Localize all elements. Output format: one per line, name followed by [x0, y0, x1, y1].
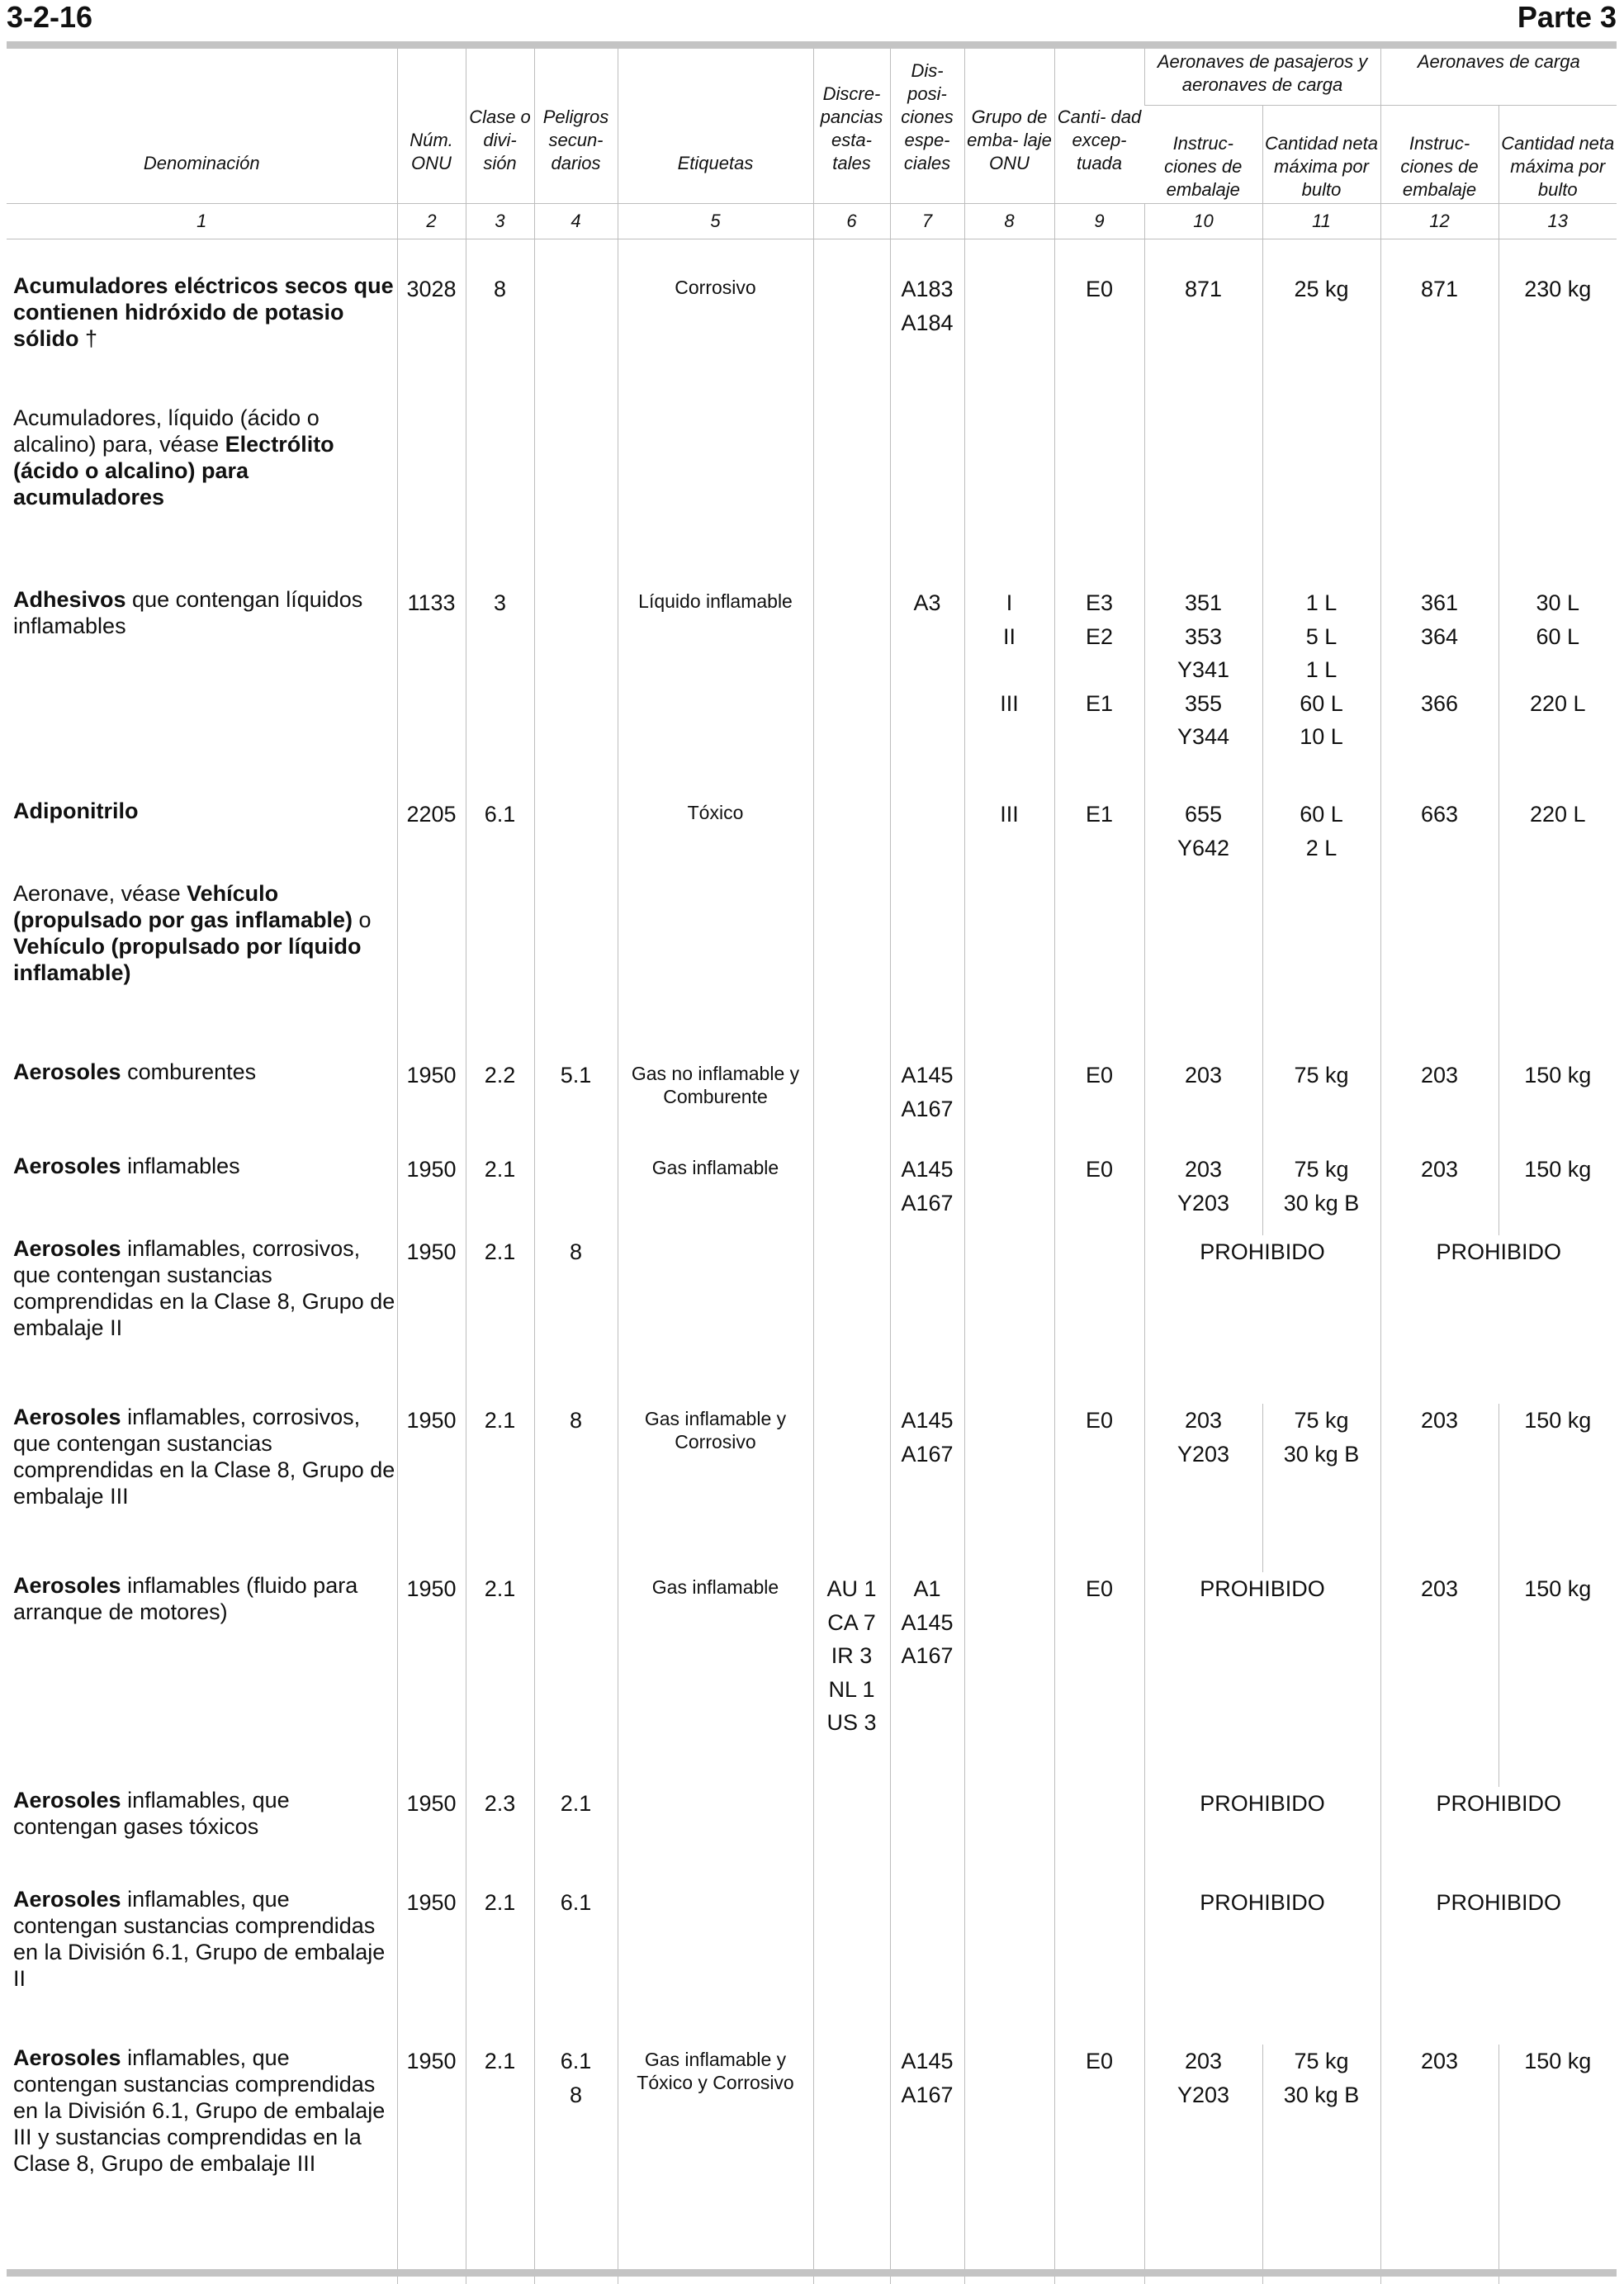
special-provision: A145 A167: [890, 2045, 964, 2284]
entry-name-text: Acumuladores, líquido (ácido o alcalino) para, véase: [13, 405, 320, 457]
max-quantity-pax: [1262, 405, 1380, 586]
excepted-quantity: E0: [1054, 1059, 1144, 1153]
packing-group: [964, 1153, 1054, 1235]
entry-name-bold: Aerosoles: [13, 1788, 121, 1813]
max-quantity-cao: 150 kg: [1499, 1153, 1617, 1235]
entry-name: [7, 798, 397, 880]
max-quantity-cao: 30 L 60 L 220 L: [1499, 586, 1617, 798]
prohibited-pax: PROHIBIDO: [1144, 1787, 1380, 1886]
packing-instruction-cao: [1380, 405, 1499, 586]
max-quantity-pax: 75 kg: [1262, 1059, 1380, 1153]
table-row: [7, 405, 1617, 586]
entry-name: [7, 1572, 397, 1787]
max-quantity-cao: 150 kg: [1499, 1572, 1617, 1787]
entry-name: [7, 405, 397, 586]
spacer-cell: [397, 239, 466, 273]
hazard-label: [618, 880, 813, 1059]
un-number: 2205: [397, 798, 466, 880]
table-row: [7, 880, 1617, 1059]
entry-name-bold: Acumuladores eléctricos secos que contienen hidróxido de potasio sólido: [13, 273, 394, 351]
table-row: [7, 1787, 1617, 1886]
col-number: 7: [890, 204, 964, 239]
subsidiary-hazard: 8: [534, 1235, 618, 1404]
un-number: 1950: [397, 1404, 466, 1572]
special-provision: A145 A167: [890, 1404, 964, 1572]
hazard-label: Líquido inflamable: [618, 586, 813, 798]
entry-name-text: o: [353, 907, 372, 932]
special-provision: [890, 1886, 964, 2045]
state-variation: [813, 1153, 890, 1235]
class-division: 2.3: [466, 1787, 534, 1886]
hazard-label: [618, 1886, 813, 2045]
entry-name: [7, 1059, 397, 1153]
col-number: 6: [813, 204, 890, 239]
col-number: 10: [1144, 204, 1262, 239]
special-provision: A145 A167: [890, 1153, 964, 1235]
prohibited-cao: PROHIBIDO: [1380, 1886, 1617, 2045]
un-number: 1950: [397, 1787, 466, 1886]
col-number: 4: [534, 204, 618, 239]
packing-group: [964, 272, 1054, 405]
state-variation: [813, 880, 890, 1059]
spacer-cell: [1262, 239, 1380, 273]
subsidiary-hazard: [534, 586, 618, 798]
un-number: 1950: [397, 1886, 466, 2045]
table-row: [7, 798, 1617, 880]
excepted-quantity: [1054, 880, 1144, 1059]
hazard-label: Gas inflamable: [618, 1572, 813, 1787]
entry-name: [7, 1153, 397, 1235]
special-provision: [890, 880, 964, 1059]
hazard-label: [618, 1787, 813, 1886]
table-body: [7, 239, 1617, 2284]
table-header: [7, 49, 1617, 239]
header-instrucciones-cao: Instruc- ciones de embalaje: [1380, 106, 1499, 204]
table-row: [7, 2045, 1617, 2284]
subsidiary-hazard: 2.1: [534, 1787, 618, 1886]
un-number: 1950: [397, 1235, 466, 1404]
special-provision: [890, 405, 964, 586]
entry-name-bold: Adiponitrilo: [13, 798, 138, 823]
special-provision: A3: [890, 586, 964, 798]
max-quantity-cao: [1499, 880, 1617, 1059]
un-number: 1133: [397, 586, 466, 798]
prohibited-pax: PROHIBIDO: [1144, 1886, 1380, 2045]
entry-name-text: inflamables, que contengan sustancias comprendidas en la División 6.1, Grupo de embalaje II: [13, 1887, 385, 1991]
max-quantity-pax: 25 kg: [1262, 272, 1380, 405]
special-provision: [890, 1787, 964, 1886]
packing-group: [964, 880, 1054, 1059]
max-quantity-cao: 220 L: [1499, 798, 1617, 880]
un-number: 1950: [397, 1059, 466, 1153]
max-quantity-cao: [1499, 405, 1617, 586]
max-quantity-cao: 150 kg: [1499, 1404, 1617, 1572]
entry-name: [7, 2045, 397, 2284]
max-quantity-pax: 75 kg 30 kg B: [1262, 1153, 1380, 1235]
header-instrucciones-pax: Instruc- ciones de embalaje: [1144, 106, 1262, 204]
entry-name-text: †: [85, 326, 97, 351]
top-rule: [7, 41, 1617, 49]
max-quantity-pax: 60 L 2 L: [1262, 798, 1380, 880]
spacer-cell: [1054, 239, 1144, 273]
packing-instruction-cao: 361 364 366: [1380, 586, 1499, 798]
packing-group: [964, 405, 1054, 586]
spacer-cell: [466, 239, 534, 273]
excepted-quantity: E0: [1054, 1404, 1144, 1572]
header-cantidad-pax: Cantidad neta máxima por bulto: [1262, 106, 1380, 204]
entry-name-bold: Electrólito (ácido o alcalino) para acumuladores: [13, 432, 334, 509]
packing-instruction-pax: [1144, 405, 1262, 586]
state-variation: [813, 405, 890, 586]
class-division: 8: [466, 272, 534, 405]
table-row: [7, 1572, 1617, 1787]
subsidiary-hazard: [534, 272, 618, 405]
un-number: 1950: [397, 1572, 466, 1787]
subsidiary-hazard: 6.1 8: [534, 2045, 618, 2284]
entry-name-text: Aeronave, véase: [13, 881, 187, 906]
col-number: 8: [964, 204, 1054, 239]
entry-name-text: inflamables, corrosivos, que contengan sustancias comprendidas en la Clase 8, Grupo de embalaje II: [13, 1236, 395, 1340]
class-division: 3: [466, 586, 534, 798]
packing-instruction-cao: [1380, 880, 1499, 1059]
state-variation: AU 1 CA 7 IR 3 NL 1 US 3: [813, 1572, 890, 1787]
packing-instruction-cao: 203: [1380, 2045, 1499, 2284]
table-row: [7, 586, 1617, 798]
spacer-cell: [1499, 239, 1617, 273]
page-header: [7, 0, 1617, 41]
col-number: 12: [1380, 204, 1499, 239]
prohibited-cao: PROHIBIDO: [1380, 1787, 1617, 1886]
col-number: 2: [397, 204, 466, 239]
entry-name: [7, 1404, 397, 1572]
entry-name-bold: Vehículo (propulsado por líquido inflamable): [13, 934, 362, 985]
class-division: 2.1: [466, 2045, 534, 2284]
spacer-cell: [813, 239, 890, 273]
table-row: [7, 272, 1617, 405]
packing-group: [964, 2045, 1054, 2284]
packing-group: [964, 1059, 1054, 1153]
entry-name-bold: Vehículo (propulsado por gas inflamable): [13, 881, 353, 932]
spacer-cell: [1144, 239, 1262, 273]
un-number: [397, 880, 466, 1059]
class-division: 2.2: [466, 1059, 534, 1153]
max-quantity-pax: 1 L 5 L 1 L 60 L 10 L: [1262, 586, 1380, 798]
packing-instruction-pax: 655 Y642: [1144, 798, 1262, 880]
packing-instruction-cao: 871: [1380, 272, 1499, 405]
table-row: [7, 1404, 1617, 1572]
hazard-label: Gas inflamable: [618, 1153, 813, 1235]
class-division: [466, 405, 534, 586]
header-denominacion: Denominación: [7, 49, 397, 204]
packing-instruction-pax: 351 353 Y341 355 Y344: [1144, 586, 1262, 798]
hazard-label: Gas inflamable y Corrosivo: [618, 1404, 813, 1572]
col-number: 5: [618, 204, 813, 239]
spacer-cell: [534, 239, 618, 273]
bottom-rule: [7, 2269, 1617, 2277]
hazard-label: Gas inflamable y Tóxico y Corrosivo: [618, 2045, 813, 2284]
hazard-label: [618, 405, 813, 586]
entry-name-text: inflamables (fluido para arranque de motores): [13, 1573, 357, 1624]
header-group-carga: Aeronaves de carga: [1380, 49, 1617, 106]
header-clase: Clase o divi- sión: [466, 49, 534, 204]
max-quantity-cao: 230 kg: [1499, 272, 1617, 405]
column-number-row: [7, 204, 1617, 239]
packing-group: [964, 1886, 1054, 2045]
entry-name-bold: Aerosoles: [13, 1059, 121, 1084]
entry-name-text: comburentes: [121, 1059, 257, 1084]
spacer-cell: [964, 239, 1054, 273]
entry-name-bold: Adhesivos: [13, 587, 126, 612]
special-provision: A183 A184: [890, 272, 964, 405]
entry-name: [7, 1235, 397, 1404]
packing-instruction-pax: 203: [1144, 1059, 1262, 1153]
state-variation: [813, 1235, 890, 1404]
subsidiary-hazard: [534, 880, 618, 1059]
excepted-quantity: E0: [1054, 1572, 1144, 1787]
packing-group: I II III: [964, 586, 1054, 798]
header-num-onu: Núm. ONU: [397, 49, 466, 204]
entry-name-text: inflamables, que contengan sustancias comprendidas en la División 6.1, Grupo de embalaje III y sustancias comprendidas en la Clase 8, Grupo de embalaje III: [13, 2045, 385, 2176]
entry-name: [7, 1886, 397, 2045]
class-division: 2.1: [466, 1886, 534, 2045]
special-provision: A1 A145 A167: [890, 1572, 964, 1787]
hazard-label: [618, 1235, 813, 1404]
table-row: [7, 1886, 1617, 2045]
subsidiary-hazard: 5.1: [534, 1059, 618, 1153]
col-number: 1: [7, 204, 397, 239]
entry-name: [7, 880, 397, 1059]
max-quantity-cao: 150 kg: [1499, 2045, 1617, 2284]
excepted-quantity: [1054, 1886, 1144, 2045]
packing-instruction-pax: 203 Y203: [1144, 1404, 1262, 1572]
class-division: 2.1: [466, 1404, 534, 1572]
page-reference: 3-2-16: [7, 0, 92, 35]
packing-instruction-cao: 203: [1380, 1153, 1499, 1235]
special-provision: A145 A167: [890, 1059, 964, 1153]
packing-instruction-cao: 203: [1380, 1404, 1499, 1572]
packing-instruction-pax: 871: [1144, 272, 1262, 405]
class-division: 2.1: [466, 1235, 534, 1404]
entry-name-bold: Aerosoles: [13, 1154, 121, 1178]
un-number: 3028: [397, 272, 466, 405]
state-variation: [813, 2045, 890, 2284]
hazard-label: Tóxico: [618, 798, 813, 880]
entry-name-bold: Aerosoles: [13, 1573, 121, 1598]
max-quantity-pax: 75 kg 30 kg B: [1262, 2045, 1380, 2284]
entry-name-text: inflamables, que contengan gases tóxicos: [13, 1788, 290, 1839]
header-discrepancias: Discre- pancias esta- tales: [813, 49, 890, 204]
packing-group: [964, 1787, 1054, 1886]
subsidiary-hazard: 6.1: [534, 1886, 618, 2045]
state-variation: [813, 1787, 890, 1886]
table-row: [7, 1235, 1617, 1404]
header-grupo: Grupo de emba- laje ONU: [964, 49, 1054, 204]
prohibited-pax: PROHIBIDO: [1144, 1235, 1380, 1404]
packing-instruction-cao: 203: [1380, 1059, 1499, 1153]
entry-name: [7, 272, 397, 405]
class-division: 6.1: [466, 798, 534, 880]
class-division: 2.1: [466, 1572, 534, 1787]
entry-name-text: que contengan líquidos inflamables: [13, 587, 362, 638]
packing-instruction-cao: 203: [1380, 1572, 1499, 1787]
entry-name-text: inflamables, corrosivos, que contengan sustancias comprendidas en la Clase 8, Grupo de embalaje III: [13, 1405, 395, 1509]
special-provision: [890, 1235, 964, 1404]
entry-name-text: inflamables: [121, 1154, 240, 1178]
excepted-quantity: E0: [1054, 2045, 1144, 2284]
packing-instruction-pax: 203 Y203: [1144, 2045, 1262, 2284]
col-number: 13: [1499, 204, 1617, 239]
class-division: [466, 880, 534, 1059]
col-number: 11: [1262, 204, 1380, 239]
packing-instruction-cao: 663: [1380, 798, 1499, 880]
subsidiary-hazard: [534, 798, 618, 880]
state-variation: [813, 798, 890, 880]
packing-group: [964, 1235, 1054, 1404]
state-variation: [813, 1059, 890, 1153]
entry-name-bold: Aerosoles: [13, 1405, 121, 1429]
state-variation: [813, 1886, 890, 2045]
spacer-cell: [618, 239, 813, 273]
header-cantidad-cao: Cantidad neta máxima por bulto: [1499, 106, 1617, 204]
max-quantity-cao: 150 kg: [1499, 1059, 1617, 1153]
header-cantidad-exceptuada: Canti- dad excep- tuada: [1054, 49, 1144, 204]
state-variation: [813, 586, 890, 798]
packing-group: III: [964, 798, 1054, 880]
dangerous-goods-table: [7, 49, 1617, 2284]
table-row: [7, 1153, 1617, 1235]
state-variation: [813, 272, 890, 405]
entry-name: [7, 586, 397, 798]
header-disposiciones: Dis- posi- ciones espe- ciales: [890, 49, 964, 204]
excepted-quantity: [1054, 1787, 1144, 1886]
col-number: 3: [466, 204, 534, 239]
excepted-quantity: E3 E2 E1: [1054, 586, 1144, 798]
un-number: 1950: [397, 1153, 466, 1235]
table-row: [7, 1059, 1617, 1153]
part-title: Parte 3: [1517, 0, 1617, 35]
entry-name: [7, 1787, 397, 1886]
hazard-label: Gas no inflamable y Comburente: [618, 1059, 813, 1153]
excepted-quantity: [1054, 405, 1144, 586]
header-group-pasajeros: Aeronaves de pasajeros y aeronaves de carga: [1144, 49, 1380, 106]
header-peligros: Peligros secun- darios: [534, 49, 618, 204]
packing-group: [964, 1572, 1054, 1787]
packing-group: [964, 1404, 1054, 1572]
max-quantity-pax: [1262, 880, 1380, 1059]
spacer-cell: [890, 239, 964, 273]
spacer-cell: [7, 239, 397, 273]
excepted-quantity: [1054, 1235, 1144, 1404]
entry-name-bold: Aerosoles: [13, 1887, 121, 1912]
excepted-quantity: E0: [1054, 272, 1144, 405]
subsidiary-hazard: [534, 1153, 618, 1235]
excepted-quantity: E1: [1054, 798, 1144, 880]
un-number: [397, 405, 466, 586]
special-provision: [890, 798, 964, 880]
subsidiary-hazard: [534, 1572, 618, 1787]
max-quantity-pax: 75 kg 30 kg B: [1262, 1404, 1380, 1572]
subsidiary-hazard: [534, 405, 618, 586]
hazard-label: Corrosivo: [618, 272, 813, 405]
col-number: 9: [1054, 204, 1144, 239]
subsidiary-hazard: 8: [534, 1404, 618, 1572]
header-etiquetas: Etiquetas: [618, 49, 813, 204]
un-number: 1950: [397, 2045, 466, 2284]
packing-instruction-pax: 203 Y203: [1144, 1153, 1262, 1235]
excepted-quantity: E0: [1054, 1153, 1144, 1235]
prohibited-cao: PROHIBIDO: [1380, 1235, 1617, 1404]
spacer-cell: [1380, 239, 1499, 273]
prohibited-pax: PROHIBIDO: [1144, 1572, 1380, 1787]
entry-name-bold: Aerosoles: [13, 1236, 121, 1261]
state-variation: [813, 1404, 890, 1572]
class-division: 2.1: [466, 1153, 534, 1235]
entry-name-bold: Aerosoles: [13, 2045, 121, 2070]
packing-instruction-pax: [1144, 880, 1262, 1059]
